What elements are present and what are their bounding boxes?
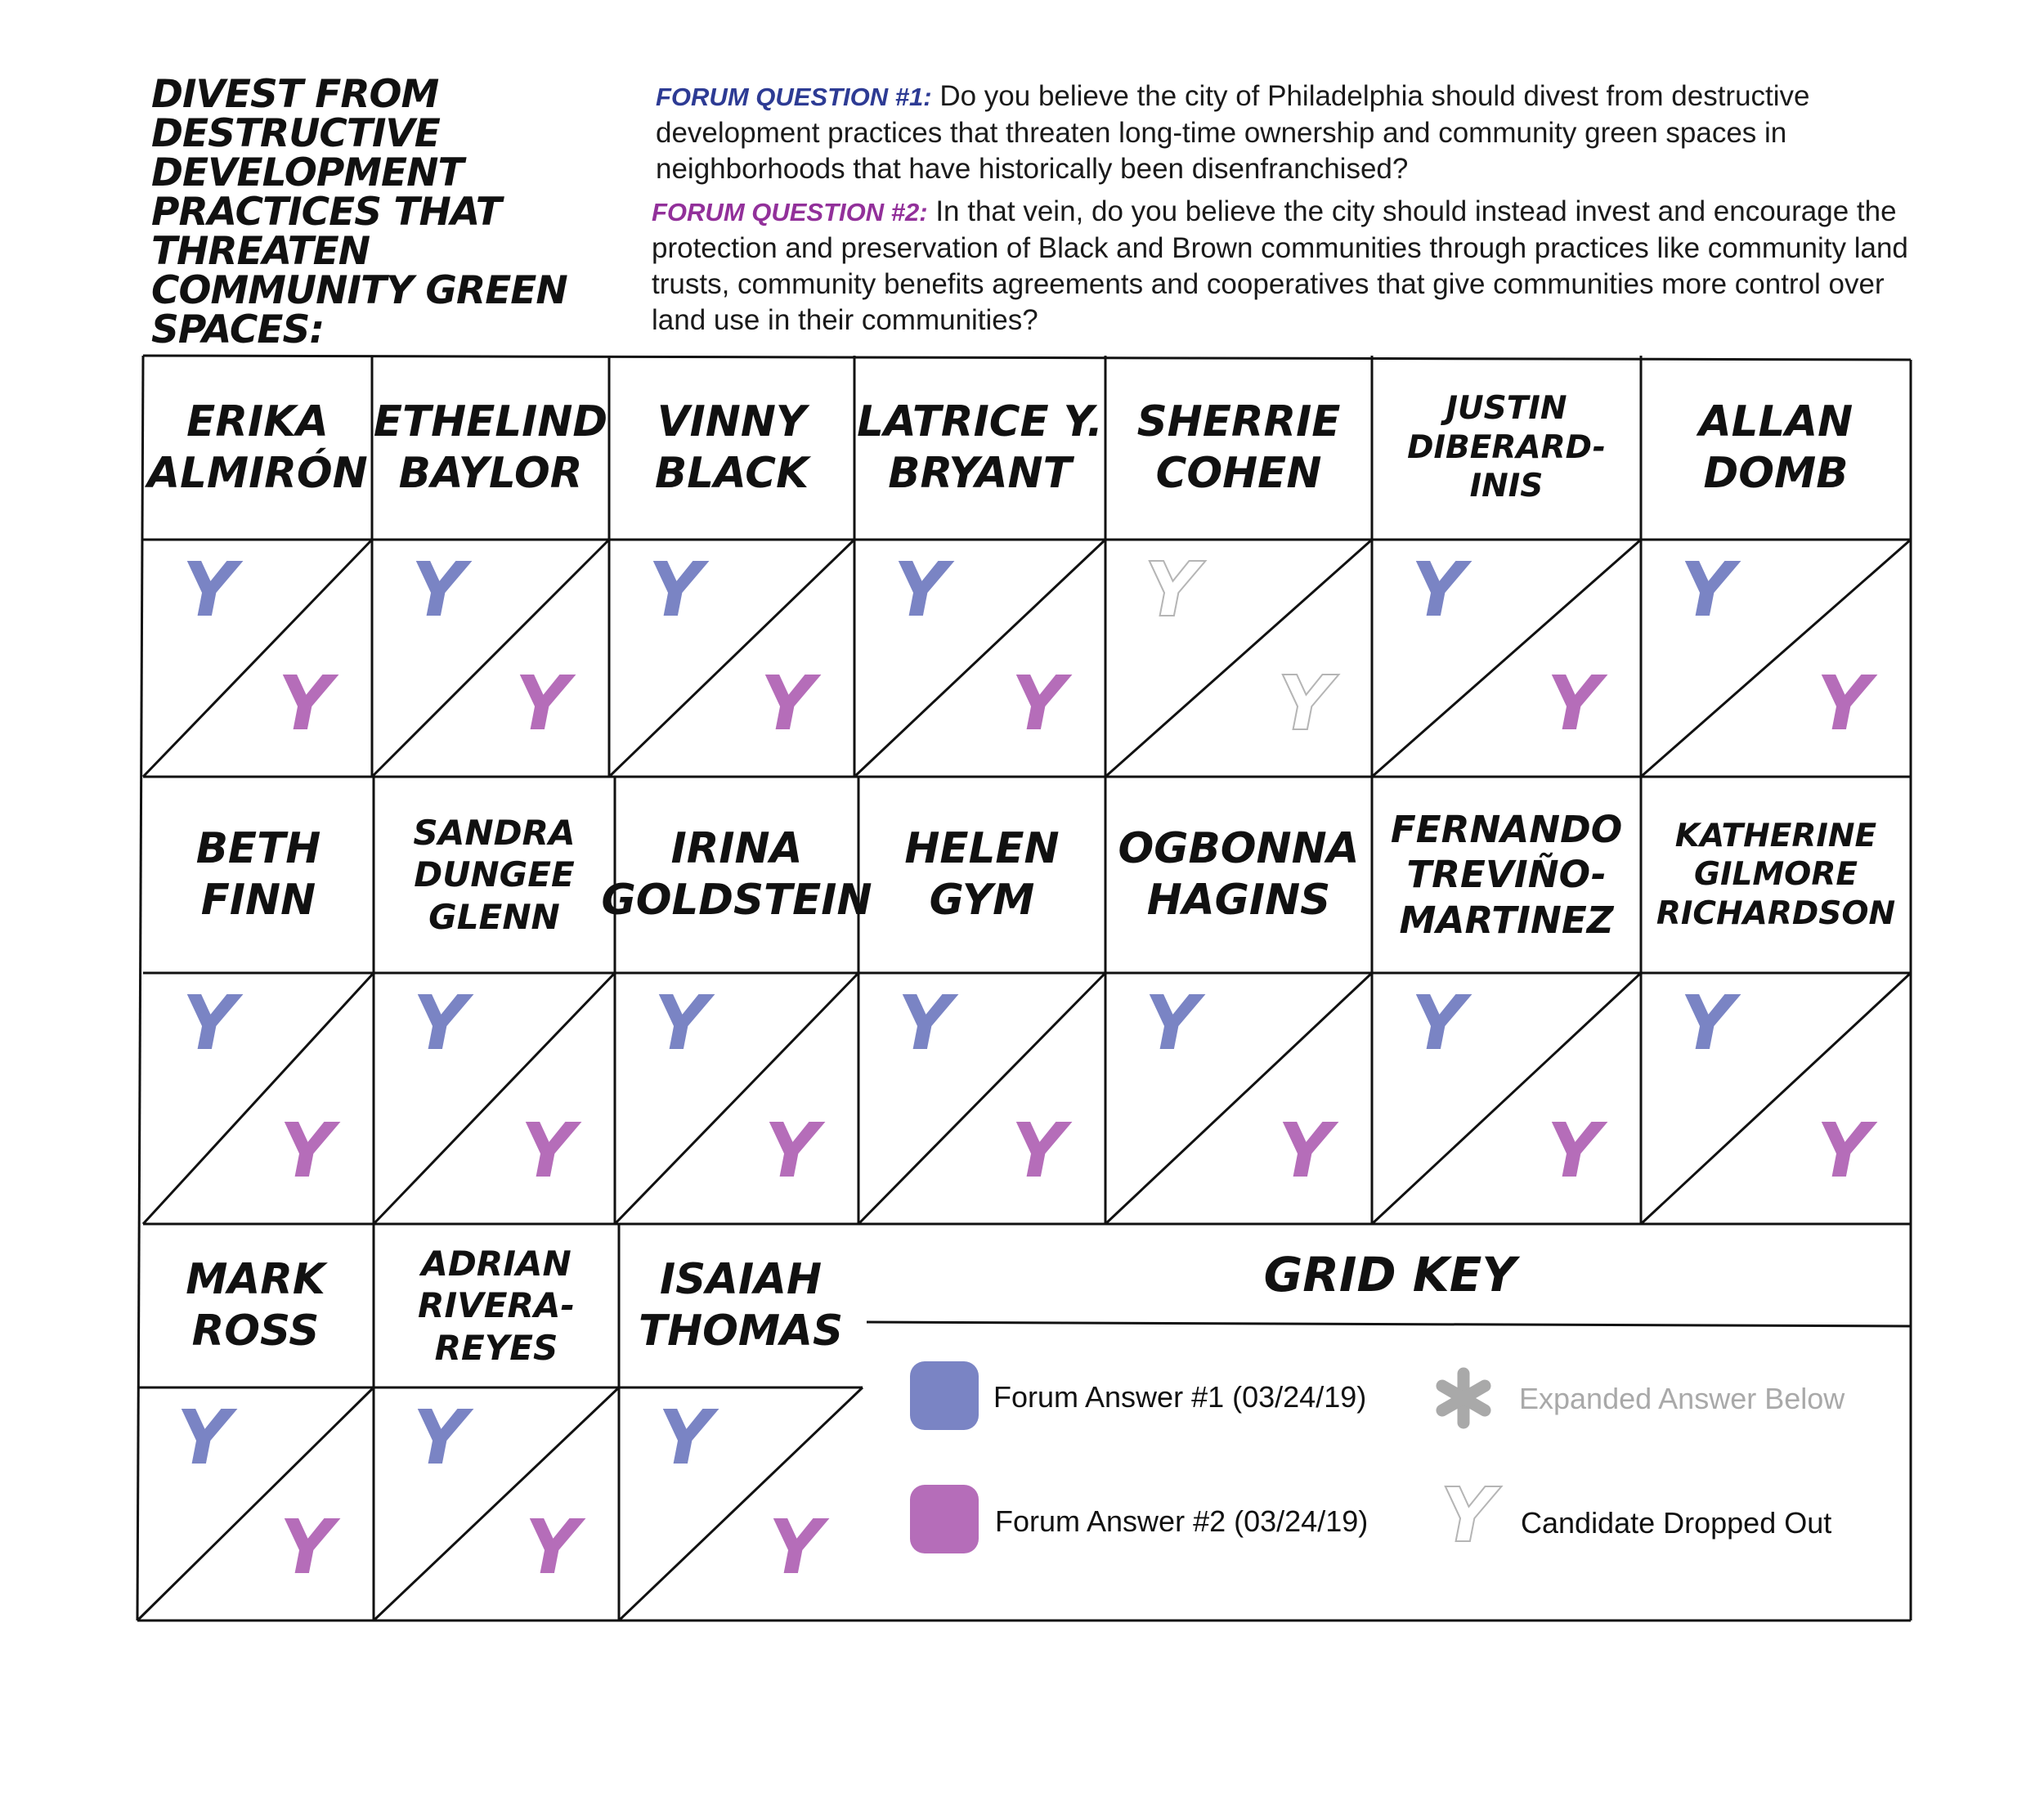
- forum-question-1-label: FORUM QUESTION #1:: [656, 83, 932, 111]
- candidate-name-line: OGBONNA: [1118, 824, 1360, 874]
- answer-cell-diagonal: [143, 540, 372, 777]
- page-heading: DIVEST FROM DESTRUCTIVE DEVELOPMENT PRACTICES THAT THREATEN COMMUNITY GREEN SPACES:: [151, 72, 567, 352]
- candidate-name-line: TREVIÑO-: [1406, 853, 1607, 897]
- key-label-answer-1: Forum Answer #1 (03/24/19): [993, 1380, 1367, 1414]
- candidate-name-line: IRINA: [670, 824, 803, 874]
- forum-answer-1-mark: Y: [182, 546, 237, 634]
- forum-answer-1-mark: Y: [1145, 546, 1199, 634]
- candidate-name-line: MARTINEZ: [1399, 898, 1614, 942]
- forum-answer-2-mark: Y: [525, 1504, 580, 1591]
- candidate-name-line: HAGINS: [1146, 876, 1331, 925]
- forum-answer-2-mark: Y: [280, 1504, 334, 1591]
- forum-question-2-label: FORUM QUESTION #2:: [652, 198, 928, 226]
- answer-cell-diagonal: [374, 973, 615, 1224]
- key-label-dropped: Candidate Dropped Out: [1521, 1506, 1832, 1540]
- forum-answer-2-mark: Y: [760, 660, 815, 747]
- forum-answer-1-mark: Y: [648, 546, 703, 634]
- candidate-name: [372, 356, 609, 540]
- forum-answer-2-mark: Y: [515, 660, 570, 747]
- outlined-y-icon: Y: [1441, 1472, 1495, 1559]
- forum-answer-2-mark: Y: [769, 1504, 823, 1591]
- candidate-name: [143, 777, 374, 973]
- candidate-name-line: ALMIRÓN: [147, 448, 368, 498]
- grid-key-title: GRID KEY: [1263, 1247, 1517, 1302]
- candidate-name-line: REYES: [434, 1327, 558, 1368]
- candidate-name: [1105, 777, 1372, 973]
- candidate-name: [143, 356, 372, 540]
- forum-answer-1-mark: Y: [894, 546, 948, 634]
- candidate-name-line: BRYANT: [888, 448, 1072, 498]
- forum-answer-2-mark: Y: [278, 660, 333, 747]
- answer-cell-diagonal: [372, 540, 609, 777]
- forum-answer-1-mark: Y: [1411, 546, 1466, 634]
- candidate-name-line: ETHELIND: [373, 397, 608, 446]
- candidate-name-line: JUSTIN: [1446, 390, 1567, 428]
- forum-answer-1-mark: Y: [413, 979, 468, 1067]
- candidate-name: [1372, 356, 1641, 540]
- candidate-name-line: ADRIAN: [421, 1243, 572, 1284]
- candidate-name-line: ERIKA: [186, 397, 329, 446]
- forum-answer-1-mark: Y: [182, 979, 237, 1067]
- forum-answer-2-mark: Y: [280, 1107, 334, 1195]
- candidate-name: [601, 777, 872, 973]
- forum-answer-1-mark: Y: [1680, 546, 1735, 634]
- forum-answer-1-mark: Y: [654, 979, 709, 1067]
- candidate-name-line: DIBERARD-: [1407, 428, 1606, 466]
- candidate-name: [619, 1224, 863, 1387]
- forum-answer-2-mark: Y: [1278, 660, 1333, 747]
- candidate-name-line: GLENN: [428, 896, 560, 937]
- answer-cell-diagonal: [858, 973, 1105, 1224]
- candidate-name: [1641, 777, 1911, 973]
- forum-answer-2-mark: Y: [1011, 660, 1066, 747]
- candidate-name: [374, 777, 615, 973]
- candidate-name-line: GILMORE: [1693, 856, 1858, 894]
- grid-border-left: [137, 356, 143, 1620]
- answer-cell-diagonal: [619, 1387, 863, 1620]
- purple-swatch-icon: [910, 1485, 979, 1553]
- forum-answer-1-mark: Y: [1680, 979, 1735, 1067]
- answer-cell-diagonal: [374, 1387, 619, 1620]
- candidate-name: [1641, 356, 1911, 540]
- answer-cell-diagonal: [137, 1387, 374, 1620]
- key-label-expanded: Expanded Answer Below: [1519, 1382, 1845, 1415]
- candidate-name-line: KATHERINE: [1674, 817, 1877, 854]
- answer-cell-diagonal: [609, 540, 854, 777]
- blue-swatch-icon: [910, 1361, 979, 1430]
- candidate-name: [137, 1224, 374, 1387]
- answer-cell-diagonal: [615, 973, 858, 1224]
- candidate-name: [609, 356, 854, 540]
- candidate-name-line: FERNANDO: [1390, 808, 1623, 852]
- candidate-name: [1372, 777, 1641, 973]
- forum-answer-1-mark: Y: [177, 1394, 231, 1482]
- forum-question-2-text: In that vein, do you believe the city should instead invest and encourage the protection and preservation of Black and Brown communities through practices like community land trusts, community benefits agreements and cooperatives that give communities more control over land use in their communities?: [652, 195, 1908, 336]
- forum-answer-2-mark: Y: [764, 1107, 819, 1195]
- forum-answer-2-mark: Y: [1547, 1107, 1602, 1195]
- candidate-name-line: GYM: [929, 876, 1035, 925]
- answer-cell-diagonal: [854, 540, 1105, 777]
- candidate-name: [854, 356, 1105, 540]
- candidate-name-line: DUNGEE: [414, 854, 575, 895]
- forum-answer-2-mark: Y: [1547, 660, 1602, 747]
- candidate-name-line: DOMB: [1703, 448, 1849, 498]
- candidate-name-line: THOMAS: [638, 1307, 844, 1356]
- candidate-name-line: INIS: [1469, 468, 1544, 505]
- candidate-name-line: VINNY: [657, 397, 807, 446]
- candidate-name-line: GOLDSTEIN: [601, 876, 872, 925]
- candidate-name-line: RICHARDSON: [1656, 894, 1896, 932]
- forum-answer-1-mark: Y: [411, 546, 466, 634]
- forum-answer-2-mark: Y: [521, 1107, 576, 1195]
- candidate-name-line: ISAIAH: [659, 1255, 823, 1305]
- forum-answer-1-mark: Y: [413, 1394, 468, 1482]
- candidate-name: [374, 1224, 619, 1387]
- candidate-name: [858, 777, 1105, 973]
- candidate-name-line: SHERRIE: [1136, 397, 1341, 446]
- candidate-name-line: SANDRA: [413, 812, 576, 853]
- candidate-name-line: MARK: [186, 1255, 325, 1305]
- forum-answer-2-mark: Y: [1011, 1107, 1066, 1195]
- candidate-name-line: BAYLOR: [398, 448, 583, 498]
- forum-answer-2-mark: Y: [1817, 1107, 1871, 1195]
- forum-question-1-text: Do you believe the city of Philadelphia should divest from destructive development practices that threaten long-time ownership and community green spaces in neighborhoods that have historically been disenfranchised?: [656, 80, 1810, 185]
- candidate-name-line: LATRICE Y.: [857, 397, 1103, 446]
- key-label-answer-2: Forum Answer #2 (03/24/19): [995, 1504, 1369, 1538]
- candidate-name-line: COHEN: [1155, 448, 1322, 498]
- candidate-name-line: ALLAN: [1698, 397, 1853, 446]
- candidate-name-line: ROSS: [191, 1307, 320, 1356]
- candidate-name-line: BETH: [195, 824, 321, 874]
- candidate-name-line: BLACK: [655, 448, 809, 498]
- forum-answer-2-mark: Y: [1817, 660, 1871, 747]
- asterisk-icon: [1432, 1367, 1495, 1429]
- candidate-name-line: HELEN: [904, 824, 1060, 874]
- forum-answer-1-mark: Y: [1145, 979, 1199, 1067]
- candidate-name-line: RIVERA-: [418, 1285, 575, 1326]
- forum-answer-1-mark: Y: [898, 979, 953, 1067]
- forum-answer-1-mark: Y: [658, 1394, 713, 1482]
- candidate-name-line: FINN: [200, 876, 316, 925]
- answer-cell-diagonal: [143, 973, 374, 1224]
- forum-answer-1-mark: Y: [1411, 979, 1466, 1067]
- candidate-name: [1105, 356, 1372, 540]
- forum-answer-2-mark: Y: [1278, 1107, 1333, 1195]
